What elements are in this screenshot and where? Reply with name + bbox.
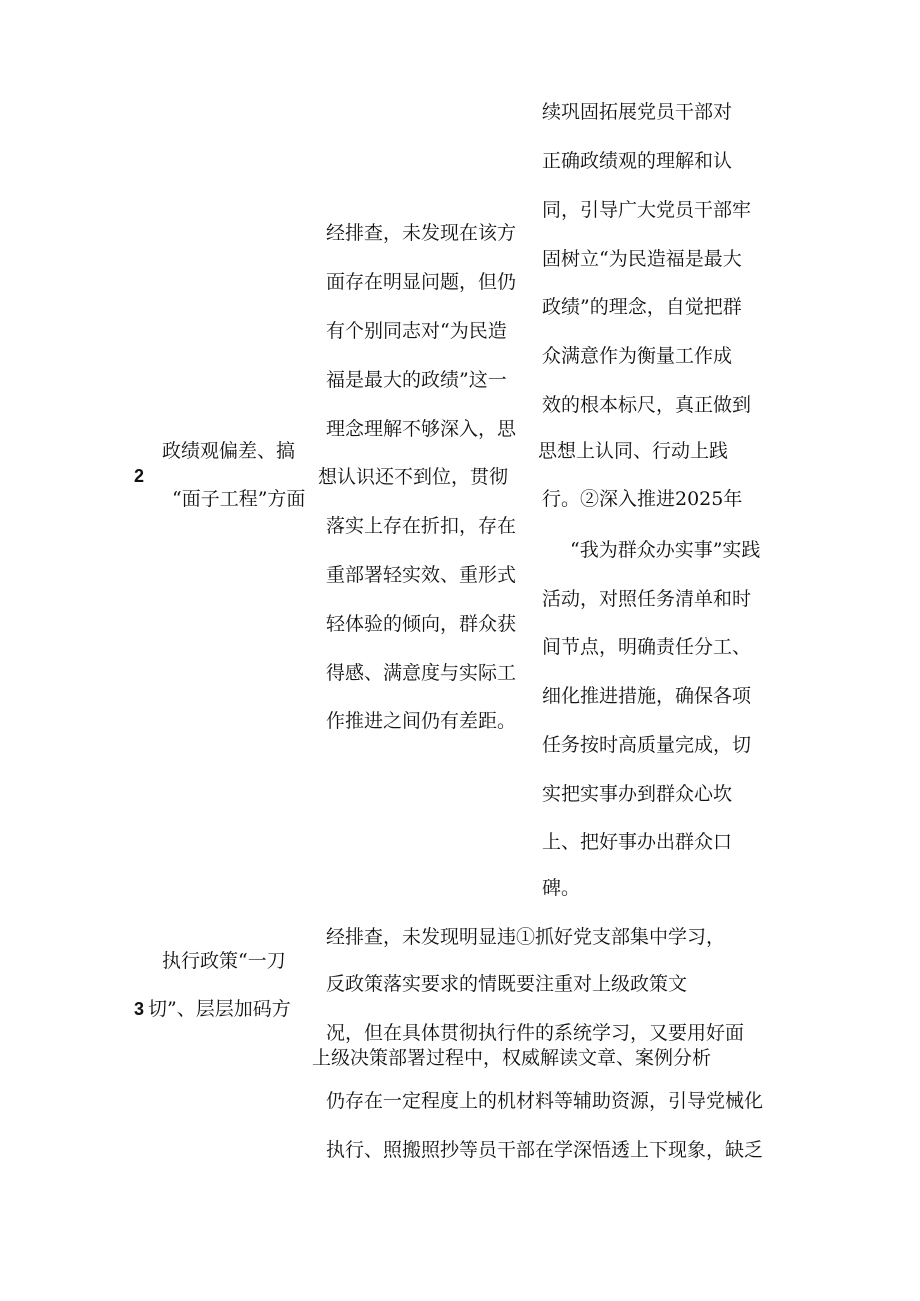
measure-line: 碑。: [542, 877, 581, 899]
measure-line: 间节点，明确责任分工、: [542, 636, 752, 658]
measure-line: 行。②深入推进2025年: [542, 488, 743, 510]
finding-line: 理念理解不够深入，思: [326, 418, 517, 440]
row-item-line-1: 执行政策“一刀: [162, 950, 286, 972]
text-line: 上级决策部署过程中，权威解读文章、案例分析: [312, 1047, 712, 1069]
measure-line: 固树立“为民造福是最大: [542, 248, 742, 270]
measure-line: 正确政绩观的理解和认: [542, 150, 733, 172]
row-number: 2: [134, 466, 145, 486]
finding-line: 经排查，未发现在该方: [326, 222, 517, 244]
finding-line: 面存在明显问题，但仍: [326, 271, 517, 293]
measure-line: 上、把好事办出群众口: [542, 831, 733, 853]
finding-line: 重部署轻实效、重形式: [326, 564, 517, 586]
finding-line: 作推进之间仍有差距。: [326, 710, 517, 732]
finding-line: 轻体验的倾向，群众获: [326, 613, 517, 635]
row-item-line-1: 政绩观偏差、搞: [162, 440, 296, 462]
measure-line: 同，引导广大党员干部牢: [542, 199, 752, 221]
measure-line: 实把实事办到群众心坎: [542, 783, 733, 805]
measure-line: 任务按时高质量完成，切: [542, 734, 752, 756]
text-line: 况，但在具体贯彻执行件的系统学习，又要用好面: [326, 1022, 745, 1044]
measure-line: 活动，对照任务清单和时: [542, 588, 752, 610]
finding-line: 得感、满意度与实际工: [326, 662, 517, 684]
measure-line: “我为群众办实事”实践: [570, 539, 761, 561]
measure-line: 众满意作为衡量工作成: [542, 345, 733, 367]
measure-line: 续巩固拓展党员干部对: [542, 101, 733, 123]
row-item-line-2: 切”、层层加码方: [148, 998, 291, 1020]
text-line: 经排查，未发现明显违①抓好党支部集中学习，: [326, 926, 726, 948]
text-line: 执行、照搬照抄等员干部在学深悟透上下现象，缺乏: [326, 1139, 764, 1161]
measure-line: 思想上认同、行动上践: [538, 440, 729, 462]
finding-line: 落实上存在折扣，存在: [326, 515, 517, 537]
measure-line: 效的根本标尺，真正做到: [542, 394, 752, 416]
finding-line: 福是最大的政绩”这一: [326, 369, 507, 391]
finding-line: 有个别同志对“为民造: [326, 320, 507, 342]
finding-line: 想认识还不到位，贯彻: [318, 466, 509, 488]
text-line: 反政策落实要求的情既要注重对上级政策文: [326, 973, 688, 995]
text-line: 仍存在一定程度上的机材料等辅助资源，引导党械化: [326, 1090, 764, 1112]
row-number: 3: [134, 999, 145, 1019]
measure-line: 细化推进措施，确保各项: [542, 685, 752, 707]
measure-line: 政绩”的理念，自觉把群: [542, 296, 742, 318]
row-item-line-2: “面子工程”方面: [172, 488, 306, 510]
